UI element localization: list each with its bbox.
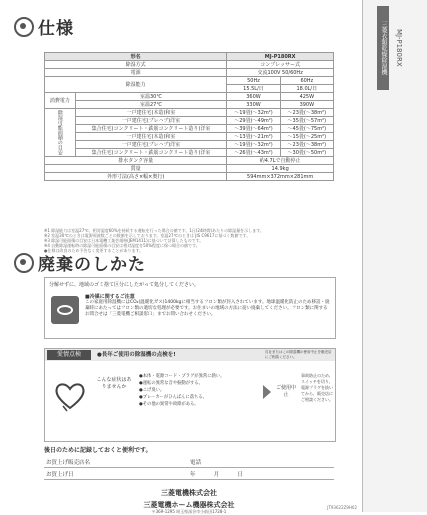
document-code: JT93622Z9H02 [327,505,357,510]
disposal-intro: 分解せずに、地域のゴミ捨て区分にしたがって処分してください。 [49,282,200,288]
tank-label: 排水タンク容量 [45,157,227,165]
side-tab: 三菱衣類乾燥除湿機 [377,6,389,90]
spec-table [44,52,334,181]
area-row-kind: 集合住宅(コンクリート・鉄筋コンクリート造り)洋室 [75,125,227,133]
year-label: 年 [190,471,196,478]
area-label: 除湿可能面積の目安 [45,109,76,157]
dims-label: 外形寸法(高さ×幅×奥行) [45,173,227,181]
check-title: こんな症状はありませんか [96,377,132,390]
care-question: ●長年ご使用の除湿機の点検を! [97,352,176,358]
day-label: 日 [237,471,244,478]
cons30-60: 425W [280,93,333,101]
dehum-label: 除湿能力 [45,77,227,93]
symptom-item: ●その他の異常や故障がある。 [139,402,199,407]
temp30-label: 室温30℃ [75,93,227,101]
area-row-50: 〜26畳(〜43m²) [227,149,280,157]
temp27-label: 室温27℃ [75,101,227,109]
symptom-item: ●こげ臭い。 [139,388,165,393]
symptom-item: ●運転の異常な音や振動がする。 [139,381,203,386]
care-header [45,349,335,361]
power-label: 電源 [45,69,227,77]
area-row-60: 〜23畳(〜38m²) [280,109,333,117]
tel-label: 電話 [188,456,334,468]
care-box [44,348,336,442]
area-row-kind: 一戸建住宅(木造)和室 [75,133,227,141]
cons27-60: 390W [280,101,333,109]
method-value: コンプレッサー式 [227,61,334,69]
note-line: ●仕様は改良のため予告なく変更することがあります。 [44,248,144,253]
area-row-kind: 一戸建住宅(プレハブ)洋室 [75,117,227,125]
maker-name-1: 三菱電機株式会社 [161,489,217,497]
area-row-60: 〜15畳(〜25m²) [280,133,333,141]
hz60-header: 60Hz [280,77,333,85]
hz50-header: 50Hz [227,77,280,85]
maker-name-2: 三菱電機ホーム機器株式会社 [143,501,235,509]
cons27-50: 330W [227,101,280,109]
heart-icon [53,379,87,413]
area-row-50: 〜29畳(〜49m²) [227,117,280,125]
cons30-50: 360W [227,93,280,101]
note-line: ※3 除湿可能面積の目安は日本電機工業会規格(JEM1411)に基づいて計算したものです。 [44,238,204,243]
disposal-heading [14,250,146,275]
stop-use: ご使用中止 [275,385,296,398]
tank-value: 約4.7Lで自動停止 [227,157,334,165]
stop-advice: 事故防止のため、スイッチを切り、電源プラグを抜いてから、販売店にご相談ください。 [301,373,333,402]
care-side-note: 自社またはこの除湿機の使用中止を販売店にご相談ください。 [265,350,332,359]
method-label: 除湿方式 [45,61,227,69]
area-row-60: 〜35畳(〜57m²) [280,117,333,125]
note-line: ※2 室温30℃のときは電源周波数ごとの数値を示しております。室温27℃のときは JIS C9617に基づく数値です。 [44,233,251,238]
dehum-60: 18.0L/日 [280,85,333,93]
disposal-title: 廃棄のしかた [38,255,146,275]
mass-label: 質量 [45,165,227,173]
maker-address: 〒369-1295 埼玉県深谷市小前田1728-1 [151,509,227,514]
disposal-box [44,277,336,339]
area-row-50: 〜39畳(〜64m²) [227,125,280,133]
dehum-50: 15.5L/日 [227,85,280,93]
note-line: ※4 自動除湿運転時の除湿可能面積の目安は相対湿度を50%程度に保つ場合の値です。 [44,243,200,248]
date-label: お買上げ日 [44,468,188,480]
record-title: 後日のために記録しておくと便利です。 [44,447,152,454]
dims-value: 594mm×372mm×281mm [227,173,334,181]
symptom-item: ●ブレーカーがひんぱんに落ちる。 [139,395,207,400]
area-row-kind: 一戸建住宅(プレハブ)洋室 [75,141,227,149]
eye-icon [51,296,79,324]
refrigerant-title: ■冷媒に関するご注意 [85,294,135,300]
side-model: MJ-P180RX [395,29,403,67]
area-row-kind: 一戸建住宅(木造)和室 [75,109,227,117]
area-row-50: 〜19畳(〜32m²) [227,109,280,117]
area-row-50: 〜19畳(〜32m²) [227,141,280,149]
side-index [362,0,427,512]
consumption-label: 消費電力 [45,93,76,109]
arrow-right-icon [263,385,271,399]
type-label: 形名 [45,53,227,61]
area-row-60: 〜23畳(〜38m²) [280,141,333,149]
refrigerant-body: この家庭用除湿機にはCO₂(温暖化ガス)1400kgに相当するフロン類が封入されています。地球温暖化防止のため移設・廃棄時にあたってはフロン類の適切な処理が必要です。お住まいの地域の方法に従い廃棄してください。フロン類に関するお問合せは「三菱電機ご相談窓口」までお問い合わせください。 [85,300,330,317]
power-value: 交流100V 50/60Hz [227,69,334,77]
model-value: MJ-P180RX [227,53,334,61]
area-row-60: 〜30畳(〜50m²) [280,149,333,157]
area-row-kind: 集合住宅(コンクリート・鉄筋コンクリート造り)洋室 [75,149,227,157]
record-table [44,456,334,480]
symptom-item: ●本体・電源コード・プラグが異常に熱い。 [139,374,225,379]
area-row-60: 〜45畳(〜75m²) [280,125,333,133]
section-icon [14,17,34,37]
spec-title: 仕様 [38,19,74,39]
shop-label: お買上げ販売店名 [44,456,188,468]
month-label: 月 [213,471,220,478]
date-fields [188,468,334,480]
mass-value: 14.9kg [227,165,334,173]
area-row-50: 〜13畳(〜21m²) [227,133,280,141]
care-tag: 愛情点検 [47,350,91,360]
spec-heading [14,14,74,39]
symptom-list [139,373,257,408]
section-icon [14,253,34,273]
note-line: ※1 除湿能力は室温27℃、相対湿度60%を持続する運転を行った場合の値です。1日(24時間)あたりの除湿量を示します。 [44,228,264,233]
